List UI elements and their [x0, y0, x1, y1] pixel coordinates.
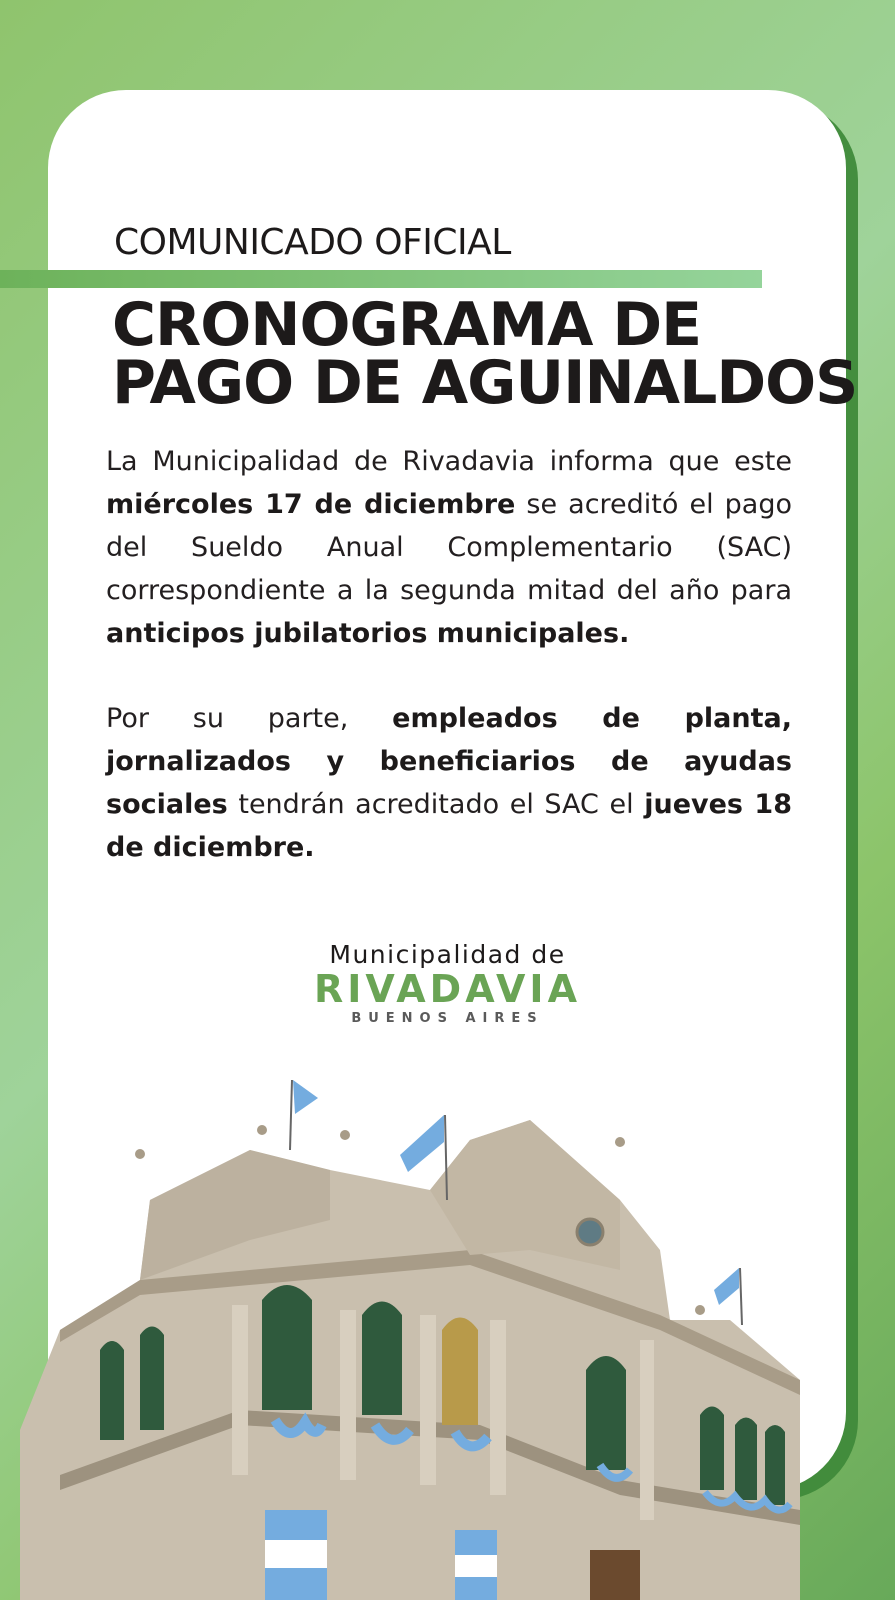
finial — [615, 1137, 625, 1147]
arched-window — [735, 1418, 757, 1501]
building-facade — [20, 1120, 800, 1600]
column — [490, 1320, 506, 1495]
column — [232, 1305, 248, 1475]
title-line-2: PAGO DE AGUINALDOS — [112, 348, 858, 418]
clock-icon — [577, 1219, 603, 1245]
logo-sub-text: BUENOS AIRES — [351, 1011, 544, 1026]
hanging-flag — [265, 1540, 327, 1568]
p1-bold-2: anticipos jubilatorios municipales. — [106, 618, 630, 649]
p1-text-1: La Municipalidad de Rivadavia informa que este — [106, 446, 792, 477]
arched-window — [362, 1302, 402, 1416]
p2-text-1: Por su parte, — [106, 703, 393, 734]
municipality-logo — [0, 940, 895, 1026]
arched-window — [100, 1341, 124, 1440]
column — [420, 1315, 436, 1485]
logo-main-text: RIVADAVIA — [314, 967, 581, 1011]
p1-bold-1: miércoles 17 de diciembre — [106, 489, 516, 520]
town-hall-illustration — [0, 1080, 895, 1600]
flagpole — [290, 1080, 292, 1150]
p1-text-2: se acreditó el pago del Sueldo Anual Complementario (SAC) correspondiente a la segunda mitad del año para — [106, 489, 792, 606]
p2-text-2: tendrán acreditado el SAC el — [227, 789, 645, 820]
arched-window — [262, 1285, 312, 1410]
p2-bold-1: empleados de planta, jornalizados y beneficiarios de ayudas sociales — [106, 703, 792, 820]
logo-top-text: Municipalidad de — [329, 940, 566, 969]
main-door — [590, 1550, 640, 1600]
finial — [340, 1130, 350, 1140]
flag-icon — [714, 1268, 739, 1305]
arched-window — [765, 1425, 785, 1505]
flagpole — [740, 1268, 742, 1325]
flag-icon — [400, 1115, 444, 1172]
finial — [135, 1149, 145, 1159]
column — [340, 1310, 356, 1480]
finial — [257, 1125, 267, 1135]
accent-bar — [0, 270, 762, 288]
kicker-label: COMUNICADO OFICIAL — [114, 222, 511, 263]
finial — [695, 1305, 705, 1315]
arched-window — [586, 1356, 626, 1470]
p2-bold-2: jueves 18 de diciembre. — [106, 789, 792, 863]
title-line-1: CRONOGRAMA DE — [112, 290, 702, 360]
page-title — [112, 290, 872, 418]
arched-window — [700, 1407, 724, 1491]
flag-icon — [293, 1080, 318, 1114]
arched-window — [442, 1318, 478, 1426]
paragraph-1 — [106, 440, 792, 655]
column — [640, 1340, 654, 1520]
paragraph-2 — [106, 697, 792, 869]
hanging-flag — [455, 1555, 497, 1577]
arched-window — [140, 1327, 164, 1431]
